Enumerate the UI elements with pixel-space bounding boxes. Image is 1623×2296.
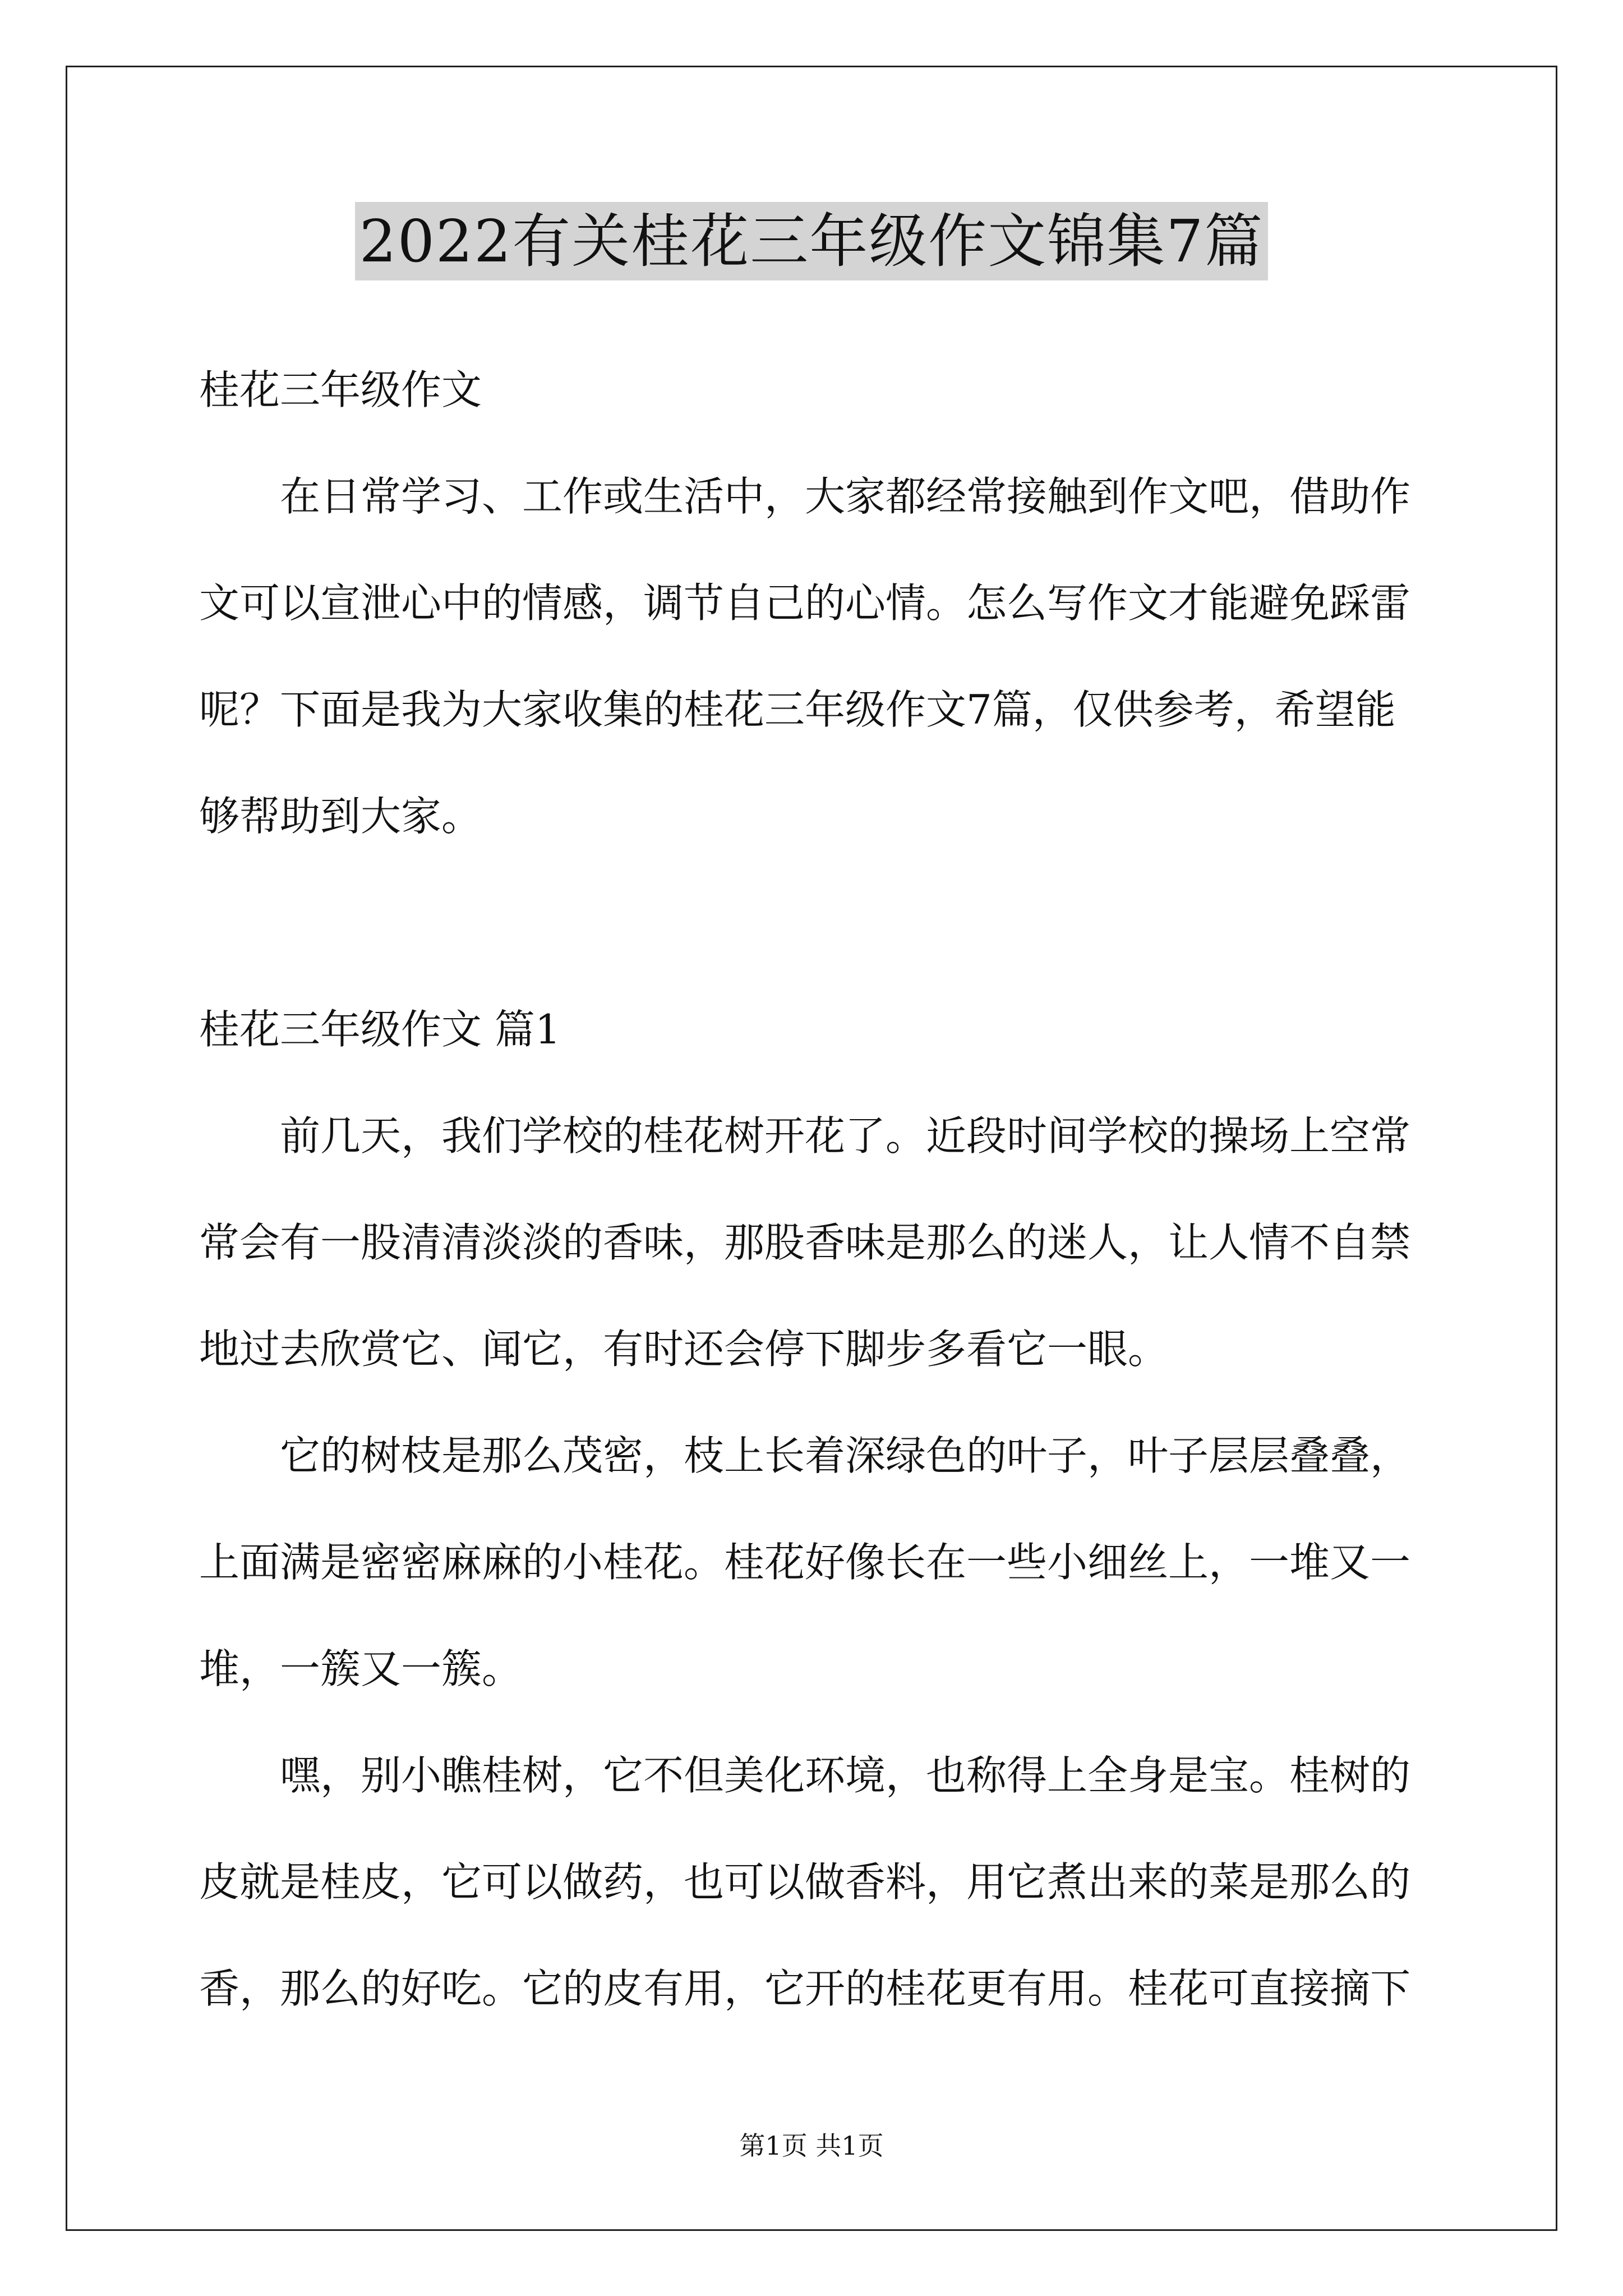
section-heading: 桂花三年级作文 <box>199 366 482 413</box>
paragraph-line: 呢？下面是我为大家收集的桂花三年级作文7篇，仅供参考，希望能 <box>199 686 1396 733</box>
paragraph-line: 在日常学习、工作或生活中，大家都经常接触到作文吧，借助作 <box>280 473 1411 520</box>
document-body <box>199 337 1433 2042</box>
paragraph-line: 够帮助到大家。 <box>199 793 482 840</box>
paragraph-line: 皮就是桂皮，它可以做药，也可以做香料，用它煮出来的菜是那么的 <box>199 1858 1411 1906</box>
title-container <box>0 202 1623 280</box>
article-heading: 桂花三年级作文 篇1 <box>199 1006 561 1053</box>
paragraph-line: 堆，一簇又一簇。 <box>199 1645 523 1692</box>
paragraph-line: 文可以宣泄心中的情感，调节自己的心情。怎么写作文才能避免踩雷 <box>199 579 1411 627</box>
blank-line <box>199 869 1433 976</box>
paragraph-line: 前几天，我们学校的桂花树开花了。近段时间学校的操场上空常 <box>280 1112 1411 1159</box>
paragraph-line: 它的树枝是那么茂密，枝上长着深绿色的叶子，叶子层层叠叠， <box>280 1432 1411 1479</box>
paragraph-line: 嘿，别小瞧桂树，它不但美化环境，也称得上全身是宝。桂树的 <box>280 1752 1411 1799</box>
paragraph-line: 香，那么的好吃。它的皮有用，它开的桂花更有用。桂花可直接摘下 <box>199 1965 1411 2012</box>
paragraph-line: 常会有一股清清淡淡的香味，那股香味是那么的迷人，让人情不自禁 <box>199 1219 1411 1266</box>
paragraph-line: 上面满是密密麻麻的小桂花。桂花好像长在一些小细丝上，一堆又一 <box>199 1539 1411 1586</box>
document-title: 2022有关桂花三年级作文锦集7篇 <box>355 202 1269 280</box>
paragraph-line: 地过去欣赏它、闻它，有时还会停下脚步多看它一眼。 <box>199 1326 1169 1373</box>
page-footer: 第1页 共1页 <box>739 2131 884 2161</box>
